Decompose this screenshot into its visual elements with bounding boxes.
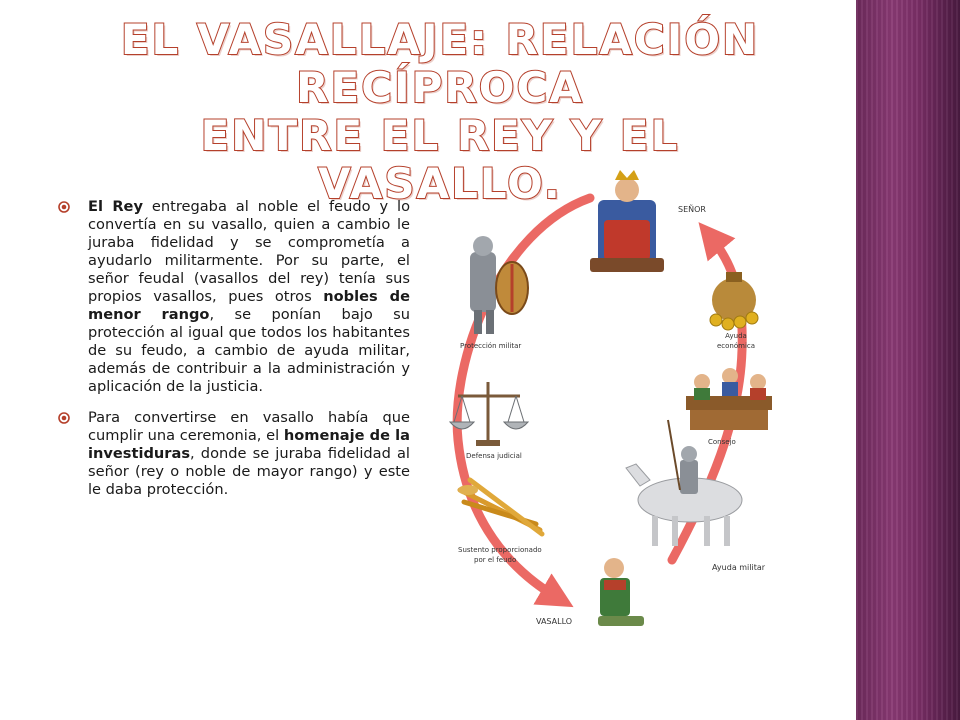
label-sustento-1: Sustento proporcionado xyxy=(458,546,542,554)
body-text: , se ponían bajo su protección al igual que todos los habitantes de su feudo, a cambio de ayuda militar, además de contribuir a la administración y aplicación de la justicia. xyxy=(88,306,410,395)
label-consejo: Consejo xyxy=(708,438,736,446)
bold-text: El Rey xyxy=(88,198,143,215)
vassalage-cycle-diagram xyxy=(440,160,820,650)
body-text: , donde se juraba fidelidad al señor (rey o noble de mayor rango) y este le daba protección. xyxy=(88,445,410,498)
label-proteccion-militar: Protección militar xyxy=(460,342,522,350)
council-table-icon xyxy=(686,368,772,430)
body-text: Para convertirse en vasallo había que cumplir una ceremonia, el xyxy=(88,409,410,444)
bold-text: homenaje de la investiduras xyxy=(88,427,410,462)
label-ayuda-economica-2: económica xyxy=(716,342,756,350)
bullet-circle-icon xyxy=(58,412,70,424)
bullet-circle-icon xyxy=(58,201,70,213)
title-line-2: ENTRE EL REY Y EL VASALLO. xyxy=(200,111,680,208)
king-figure-icon xyxy=(590,170,664,272)
label-ayuda-militar: Ayuda militar xyxy=(712,563,766,572)
title-line-1: EL VASALLAJE: RELACIÓN RECÍPROCA xyxy=(120,15,760,112)
label-ayuda-economica-1: Ayuda xyxy=(725,332,747,340)
bullet-item xyxy=(58,409,410,499)
bullet-item xyxy=(58,198,410,396)
kneeling-vassal-icon xyxy=(598,558,644,626)
bullet-list xyxy=(58,198,410,512)
body-text: entregaba al noble el feudo y lo convertía en su vasallo, quien a cambio le juraba fidelidad y se comprometía a ayudarlo militarmente. Por su parte, el señor feudal (vasallos del rey) tenía sus propios vasallos, pues otros xyxy=(88,198,410,305)
bold-text: nobles de menor rango xyxy=(88,288,411,323)
label-sustento-2: por el feudo xyxy=(474,556,517,564)
side-decorative-band xyxy=(856,0,960,720)
label-senor: SEÑOR xyxy=(678,205,706,214)
money-bag-icon xyxy=(710,272,758,330)
label-defensa-judicial: Defensa judicial xyxy=(466,452,522,460)
label-vasallo: VASALLO xyxy=(536,617,573,626)
